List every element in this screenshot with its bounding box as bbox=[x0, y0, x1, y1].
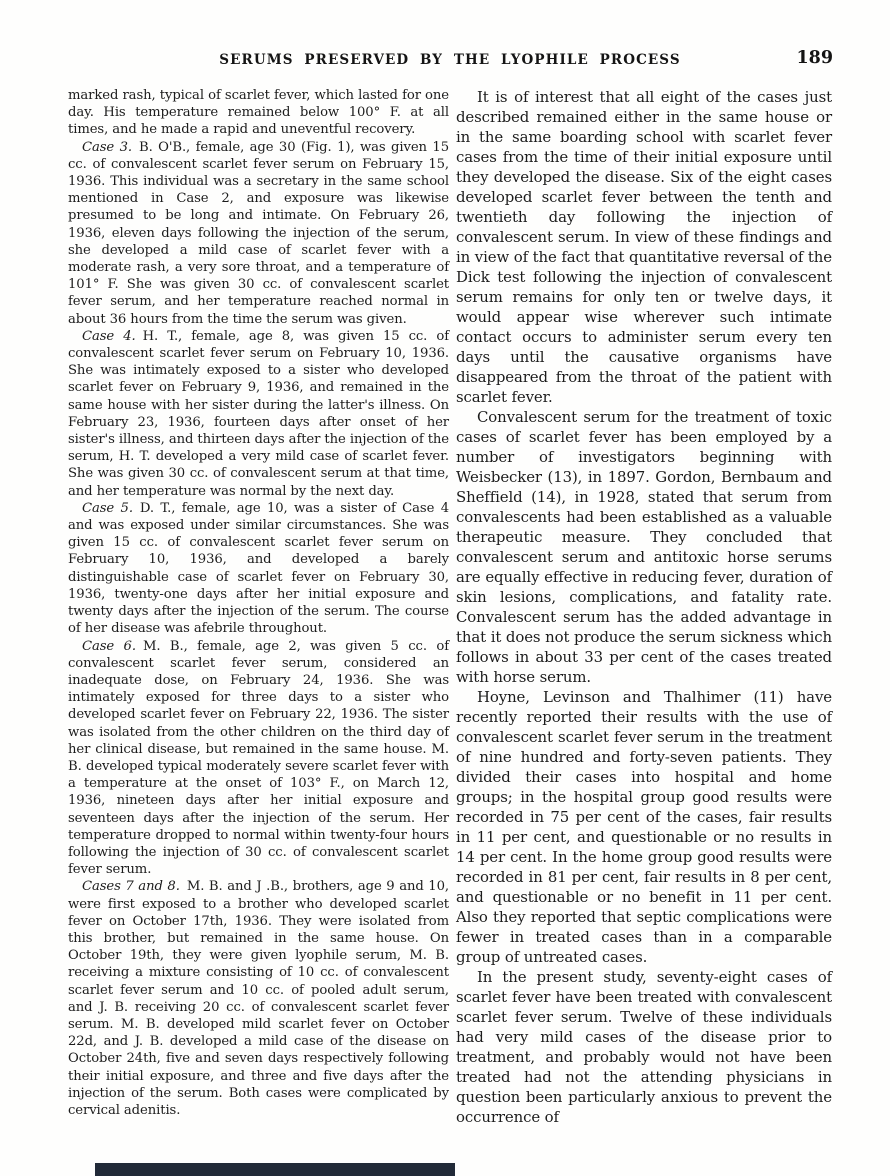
scan-artifact-bar bbox=[95, 1163, 455, 1176]
case-paragraph bbox=[68, 878, 449, 1119]
paragraph-text: It is of interest that all eight of the cases just described remained either in the same house or in the same boarding school with scarlet fever cases from the time of their initial exposure until they developed the disease. Six of the eight cases developed scarlet fever between the tenth and twentieth day following the injection of convalescent serum. In view of these findings and in view of the fact that quantitative reversal of the Dick test following the injection of convalescent serum remains for only ten or twelve days, it would appear wise wherever such intimate contact occurs to administer serum every ten days until the causative organisms have disappeared from the throat of the patient with scarlet fever. bbox=[456, 88, 832, 406]
case-paragraph bbox=[68, 87, 449, 139]
body-paragraph bbox=[456, 967, 832, 1127]
paragraph-text: H. T., female, age 8, was given 15 cc. of convalescent scarlet fever serum on February 10, 1936. She was intimately exposed to a sister who developed scarlet fever on February 9, 1936, and remained in the same house with her sister during the latter's illness. On February 23, 1936, fourteen days after onset of her sister's illness, and thirteen days after the injection of the serum, H. T. developed a very mild case of scarlet fever. She was given 30 cc. of convalescent serum at that time, and her temperature was normal by the next day. bbox=[68, 328, 449, 499]
right-column bbox=[456, 87, 832, 1127]
paragraph-text: M. B., female, age 2, was given 5 cc. of convalescent scarlet fever serum, considered an inadequate dose, on February 24, 1936. She was intimately exposed for three days to a sister who developed scarlet fever on February 22, 1936. The sister was isolated from the other children on the third day of her clinical disease, but remained in the same house. M. B. developed typical moderately severe scarlet fever with a temperature at the onset of 103° F., on March 12, 1936, nineteen days after her initial exposure and seventeen days after the injection of the serum. Her temperature dropped to normal within twenty-four hours following the injection of 30 cc. of convalescent scarlet fever serum. bbox=[68, 638, 449, 878]
body-paragraph bbox=[456, 687, 832, 967]
case-paragraph bbox=[68, 328, 449, 500]
left-column bbox=[68, 87, 449, 1119]
paragraph-text: B. O'B., female, age 30 (Fig. 1), was given 15 cc. of convalescent scarlet fever serum on February 15, 1936. This individual was a secretary in the same school mentioned in Case 2, and exposure was likewise presumed to be long and intimate. On February 26, 1936, eleven days following the injection of the serum, she developed a mild case of scarlet fever with a moderate rash, a very sore throat, and a temperature of 101° F. She was given 30 cc. of convalescent scarlet fever serum, and her temperature reached normal in about 36 hours from the time the serum was given. bbox=[68, 139, 449, 327]
paragraph-text: D. T., female, age 10, was a sister of Case 4 and was exposed under similar circumstances. She was given 15 cc. of convalescent scarlet fever serum on February 10, 1936, and developed a barely distinguishable case of scarlet fever on February 30, 1936, twenty-one days after her initial exposure and twenty days after the injection of the serum. The course of her disease was afebrile throughout. bbox=[68, 500, 449, 637]
case-lead: Case 4. bbox=[82, 328, 136, 344]
case-lead: Case 5. bbox=[82, 500, 133, 516]
case-lead: Cases 7 and 8. bbox=[82, 879, 180, 895]
case-lead: Case 3. bbox=[82, 139, 132, 155]
paragraph-text: Convalescent serum for the treatment of toxic cases of scarlet fever has been employed by a number of investigators beginning with Weisbecker (13), in 1897. Gordon, Bernbaum and Sheffield (14), in 1928, stated that serum from convalescents had been established as a valuable therapeutic measure. They concluded that convalescent serum and antitoxic horse serums are equally effective in reducing fever, duration of skin lesions, complications, and fatality rate. Convalescent serum has the added advantage in that it does not produce the serum sickness which follows in about 33 per cent of the cases treated with horse serum. bbox=[456, 408, 832, 686]
body-paragraph bbox=[456, 407, 832, 687]
case-paragraph bbox=[68, 638, 449, 879]
body-paragraph bbox=[456, 87, 832, 407]
case-paragraph bbox=[68, 500, 449, 638]
case-lead: Case 6. bbox=[82, 638, 136, 654]
running-head: SERUMS PRESERVED BY THE LYOPHILE PROCESS bbox=[219, 52, 681, 68]
case-paragraph bbox=[68, 139, 449, 328]
paragraph-text: Hoyne, Levinson and Thalhimer (11) have recently reported their results with the use of convalescent scarlet fever serum in the treatment of nine hundred and forty-seven patients. They divided their cases into hospital and home groups; in the hospital group good results were recorded in 75 per cent of the cases, fair results in 11 per cent, and questionable or no results in 14 per cent. In the home group good results were recorded in 81 per cent, fair results in 8 per cent, and questionable or no benefit in 11 per cent. Also they reported that septic complications were fewer in treated cases than in a comparable group of untreated cases. bbox=[456, 688, 832, 966]
paragraph-text: In the present study, seventy-eight cases of scarlet fever have been treated with convalescent scarlet fever serum. Twelve of these individuals had very mild cases of the disease prior to treatment, and probably would not have been treated had not the attending physicians in question been particularly anxious to prevent the occurrence of bbox=[456, 968, 832, 1126]
paragraph-text: marked rash, typical of scarlet fever, which lasted for one day. His temperature remained below 100° F. at all times, and he made a rapid and uneventful recovery. bbox=[68, 88, 449, 138]
page-number: 189 bbox=[796, 48, 833, 68]
paragraph-text: M. B. and J .B., brothers, age 9 and 10, were first exposed to a brother who developed scarlet fever on October 17th, 1936. They were isolated from this brother, but remained in the same house. On October 19th, they were given lyophile serum, M. B. receiving a mixture consisting of 10 cc. of convalescent scarlet fever serum and 10 cc. of pooled adult serum, and J. B. receiving 20 cc. of convalescent scarlet fever serum. M. B. developed mild scarlet fever on October 22d, and J. B. developed a mild case of the disease on October 24th, five and seven days respectively following their initial exposure, and three and five days after the injection of the serum. Both cases were complicated by cervical adenitis. bbox=[68, 879, 449, 1118]
